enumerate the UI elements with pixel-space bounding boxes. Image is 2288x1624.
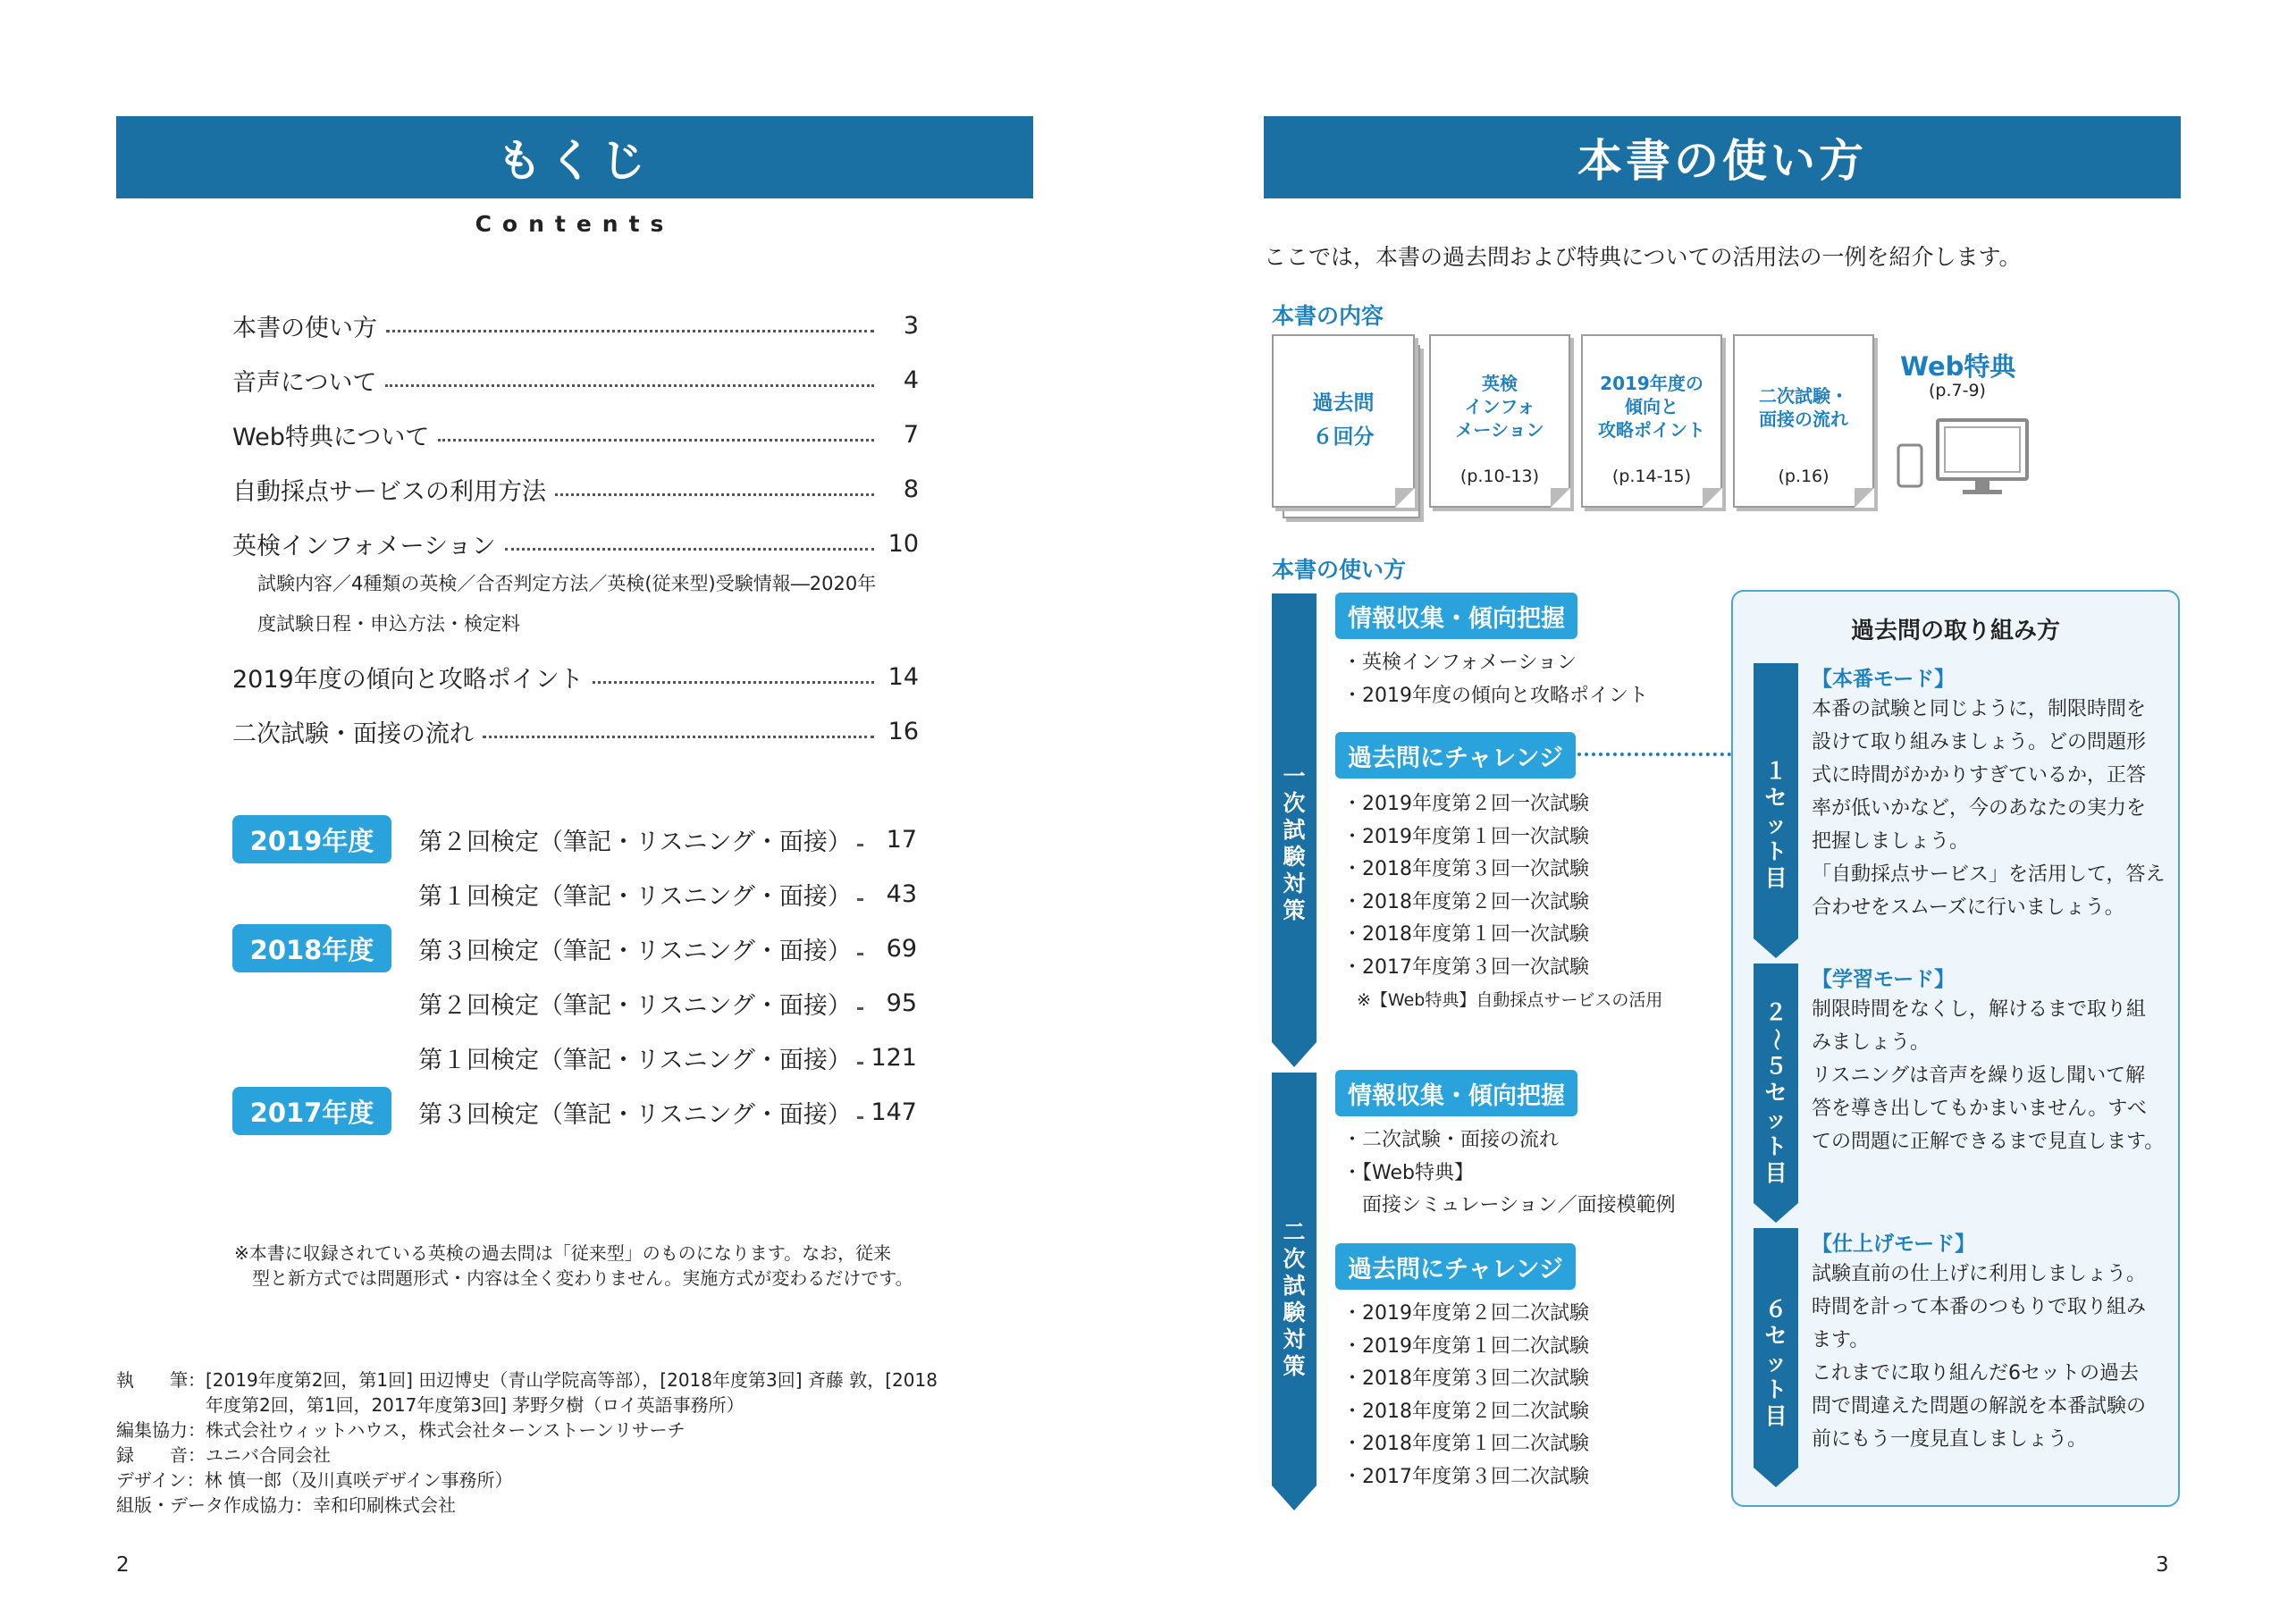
list-item: ・2018年度第３回二次試験: [1342, 1367, 1589, 1391]
list-item: ・2018年度第２回二次試験: [1342, 1400, 1589, 1423]
mode1-set-label: １ セ ッ ト 目: [1764, 758, 1788, 891]
mode-line: 設けて取り組みましょう。どの問題形: [1812, 731, 2147, 753]
list-phase2-exams: [1342, 1298, 1589, 1494]
year-badge-2018: 2018年度: [232, 924, 391, 972]
mode-line: 把握しましょう。: [1812, 830, 1970, 853]
toc-entry: [232, 307, 919, 343]
year-badge-2017: 2017年度: [232, 1087, 391, 1135]
kentei-entry: [418, 1094, 917, 1130]
list-item: ・2019年度第１回二次試験: [1342, 1334, 1589, 1358]
leader-dots: [857, 1106, 862, 1119]
credit-line: 組版・データ作成協力：幸和印刷株式会社: [116, 1494, 456, 1516]
toc-entry: [232, 526, 919, 561]
list-phase2-info: [1342, 1124, 1676, 1223]
kentei-entry: [418, 821, 917, 857]
card-ref: (p.14-15): [1611, 467, 1692, 486]
usage-section-label: 本書の使い方: [1272, 557, 1407, 583]
credit-line: 年度第2回，第1回，2017年度第3回] 茅野夕樹（ロイ英語事務所）: [116, 1394, 744, 1416]
leader-dots: [593, 670, 874, 684]
kentei-label: 第１回検定（筆記・リスニング・面接）: [418, 882, 852, 911]
leader-dots: [386, 319, 874, 332]
approach-panel-title: 過去問の取り組み方: [1850, 618, 2060, 644]
card-line: 面接の流れ: [1759, 408, 1848, 430]
list-item: ・2018年度第２回一次試験: [1342, 890, 1589, 913]
card-line: 二次試験・: [1759, 385, 1848, 407]
toc-entry: [232, 417, 919, 452]
list-item: ・2018年度第３回一次試験: [1342, 858, 1589, 881]
note-line: ※本書に収録されている英検の過去問は「従来型」のものになります。なお，従来: [234, 1242, 892, 1264]
list-phase1-info: [1342, 647, 1648, 712]
leader-dots: [438, 428, 874, 442]
mode2-heading: 【学習モード】: [1812, 968, 1956, 991]
phase1-arrow: [1272, 593, 1316, 1067]
kentei-page: 43: [886, 879, 917, 908]
web-bonus-title: Web特典: [1900, 351, 2016, 382]
toc-sub-line: 試験内容／4種類の英検／合否判定方法／英検(従来型)受験情報―2020年: [257, 573, 877, 594]
list-phase1-exams: [1342, 788, 1589, 985]
toc-label: 自動採点サービスの利用方法: [232, 477, 546, 506]
kentei-page: 121: [871, 1043, 917, 1072]
mode-line: これまでに取り組んだ6セットの過去: [1812, 1362, 2139, 1384]
toc-entry: [232, 659, 919, 694]
usage-banner: [1264, 116, 2181, 198]
credit-line: 執 筆：[2019年度第2回，第1回] 田辺博史（青山学院高等部），[2018年度第3回] 斉藤 敦，[2018: [116, 1369, 938, 1391]
web-bonus-note: ※【Web特典】自動採点サービスの活用: [1357, 990, 1663, 1010]
page-fold: [1855, 488, 1874, 508]
card-line: 攻略ポイント: [1598, 419, 1705, 441]
toc-banner: [116, 116, 1033, 198]
mode-line: みましょう。: [1812, 1031, 1930, 1054]
devices-icon: [1895, 413, 2038, 502]
card-kakomon: [1272, 334, 1415, 508]
credits-block: [116, 1367, 1046, 1518]
page-fold: [1551, 488, 1570, 508]
list-item: ・2017年度第３回二次試験: [1342, 1465, 1589, 1488]
card-line: ６回分: [1312, 425, 1375, 449]
list-item: ・二次試験・面接の流れ: [1342, 1129, 1560, 1151]
toc-label: Web特典について: [232, 423, 430, 451]
list-item: ・英検インフォメーション: [1342, 652, 1577, 674]
year-badge-2019: 2019年度: [232, 815, 391, 863]
usage-title: 本書の使い方: [1577, 135, 1867, 187]
mode-line: 答を導き出してもかまいません。すべ: [1812, 1098, 2147, 1120]
card-eiken-info: [1429, 334, 1570, 508]
toc-entry: [232, 713, 919, 749]
pill-info-gathering: 情報収集・傾向把握: [1335, 593, 1577, 639]
list-item: ・2019年度第２回一次試験: [1342, 793, 1589, 815]
dotted-connector: [1577, 753, 1731, 756]
mode-line: 「自動採点サービス」を活用して，答え: [1812, 863, 2166, 886]
leader-dots: [385, 374, 874, 387]
leader-dots: [857, 833, 862, 846]
web-bonus-ref: (p.7-9): [1929, 381, 1986, 400]
page-number-left: 2: [116, 1553, 130, 1577]
mode3-heading: 【仕上げモード】: [1812, 1233, 1976, 1256]
toc-title: もくじ: [497, 135, 652, 187]
toc-page: 4: [903, 366, 919, 394]
mode-line: 問で間違えた問題の解説を本番試験の: [1812, 1395, 2147, 1418]
kentei-entry: [418, 985, 917, 1021]
intro-text: ここでは，本書の過去問および特典についての活用法の一例を紹介します。: [1264, 244, 2022, 270]
kentei-label: 第１回検定（筆記・リスニング・面接）: [418, 1046, 852, 1074]
mode2-set-label: ２ 〜 ５ セ ッ ト 目: [1763, 999, 1789, 1186]
kentei-label: 第３回検定（筆記・リスニング・面接）: [418, 937, 852, 965]
list-item: ・2018年度第１回一次試験: [1342, 923, 1589, 947]
card-line: 英検: [1482, 373, 1518, 394]
page-number-right: 3: [2156, 1553, 2169, 1577]
toc-entry: [232, 362, 919, 398]
card-line: インフォ: [1464, 396, 1535, 417]
card-line: 傾向と: [1625, 396, 1678, 417]
credit-line: 編集協力：株式会社ウィットハウス，株式会社ターンストーンリサーチ: [116, 1419, 686, 1441]
kentei-label: 第２回検定（筆記・リスニング・面接）: [418, 991, 852, 1020]
kentei-page: 69: [886, 934, 917, 963]
toc-label: 2019年度の傾向と攻略ポイント: [232, 665, 584, 694]
page-fold: [1395, 488, 1415, 508]
card-line: 過去問: [1312, 391, 1375, 415]
card-ref: (p.10-13): [1459, 467, 1540, 486]
kentei-label: 第２回検定（筆記・リスニング・面接）: [418, 828, 852, 856]
mode-line: 時間を計って本番のつもりで取り組み: [1812, 1296, 2147, 1318]
mode-line: 率が低いかなど，今のあなたの実力を: [1812, 797, 2147, 820]
mode1-text: [1812, 693, 2176, 924]
mode-line: 合わせをスムーズに行いましょう。: [1812, 896, 2124, 919]
leader-dots: [555, 483, 874, 496]
list-item: ・2017年度第３回一次試験: [1342, 955, 1589, 979]
mode-line: ます。: [1812, 1329, 1870, 1351]
mode-line: 式に時間がかかりすぎているか，正答: [1812, 764, 2147, 787]
pill-challenge: 過去問にチャレンジ: [1335, 1243, 1576, 1290]
mode2-arrow: [1754, 963, 1798, 1223]
mode1-arrow: [1754, 663, 1798, 958]
toc-label: 英検インフォメーション: [232, 532, 496, 560]
mode2-text: [1812, 993, 2176, 1158]
mode3-text: [1812, 1258, 2176, 1456]
toc-page: 10: [887, 529, 919, 558]
mode-line: 試験直前の仕上げに利用しましょう。: [1812, 1263, 2147, 1285]
toc-page: 7: [903, 420, 919, 449]
list-item: ・【Web特典】: [1342, 1161, 1474, 1184]
toc-label: 二次試験・面接の流れ: [232, 719, 474, 748]
kentei-page: 17: [886, 825, 917, 854]
card-line: メーション: [1455, 419, 1544, 441]
credit-line: デザイン：林 慎一郎（及川真咲デザイン事務所）: [116, 1469, 513, 1491]
leader-dots: [857, 1051, 862, 1064]
card-ref: (p.16): [1778, 467, 1830, 486]
credit-line: 録 音：ユニバ合同会社: [116, 1444, 331, 1466]
pill-info-gathering: 情報収集・傾向把握: [1335, 1070, 1577, 1116]
leader-dots: [857, 888, 862, 901]
leader-dots: [857, 997, 862, 1010]
card-line: 2019年度の: [1600, 373, 1703, 394]
kentei-entry: [418, 930, 917, 966]
mode-line: 本番の試験と同じように，制限時間を: [1812, 698, 2147, 720]
list-item: 面接シミュレーション／面接模範例: [1342, 1194, 1676, 1217]
list-item: ・2019年度第２回二次試験: [1342, 1302, 1589, 1325]
mode1-heading: 【本番モード】: [1812, 668, 1956, 691]
kentei-label: 第３回検定（筆記・リスニング・面接）: [418, 1100, 852, 1129]
mode3-arrow: [1754, 1228, 1798, 1487]
kentei-entry: [418, 876, 917, 912]
phase1-label: 一 次 試 験 対 策: [1283, 763, 1306, 923]
toc-label: 音声について: [232, 368, 377, 397]
kentei-page: 147: [871, 1098, 917, 1126]
toc-page: 14: [887, 662, 919, 691]
list-item: ・2019年度第１回一次試験: [1342, 825, 1589, 848]
phase2-arrow: [1272, 1073, 1316, 1510]
mode-line: ての問題に正解できるまで見直します。: [1812, 1131, 2165, 1153]
pill-challenge: 過去問にチャレンジ: [1335, 732, 1576, 778]
toc-page: 8: [903, 475, 919, 503]
leader-dots: [483, 725, 874, 738]
list-item: ・2019年度の傾向と攻略ポイント: [1342, 684, 1648, 707]
phase2-label: 二 次 試 験 対 策: [1283, 1219, 1306, 1379]
contents-section-label: 本書の内容: [1272, 303, 1384, 329]
toc-page: 16: [887, 717, 919, 745]
leader-dots: [857, 942, 862, 955]
toc-page: 3: [903, 311, 919, 340]
note-line: 型と新方式では問題形式・内容は全く変わりません。実施方式が変わるだけです。: [252, 1267, 913, 1289]
mode-line: 前にもう一度見直しましょう。: [1812, 1428, 2088, 1451]
toc-entry: [232, 471, 919, 507]
page-fold: [1703, 488, 1722, 508]
kentei-entry: [418, 1039, 917, 1075]
contents-subtitle: Contents: [475, 211, 675, 237]
leader-dots: [505, 537, 874, 551]
list-item: ・2018年度第１回二次試験: [1342, 1433, 1589, 1456]
toc-label: 本書の使い方: [232, 314, 377, 342]
mode-line: 制限時間をなくし，解けるまで取り組: [1812, 998, 2147, 1021]
mode3-set-label: ６ セ ッ ト 目: [1764, 1296, 1788, 1429]
kentei-page: 95: [886, 989, 917, 1017]
card-trend: [1581, 334, 1722, 508]
toc-sub-line: 度試験日程・申込方法・検定料: [257, 613, 520, 635]
card-interview: [1733, 334, 1874, 508]
mode-line: リスニングは音声を繰り返し聞いて解: [1812, 1064, 2146, 1087]
